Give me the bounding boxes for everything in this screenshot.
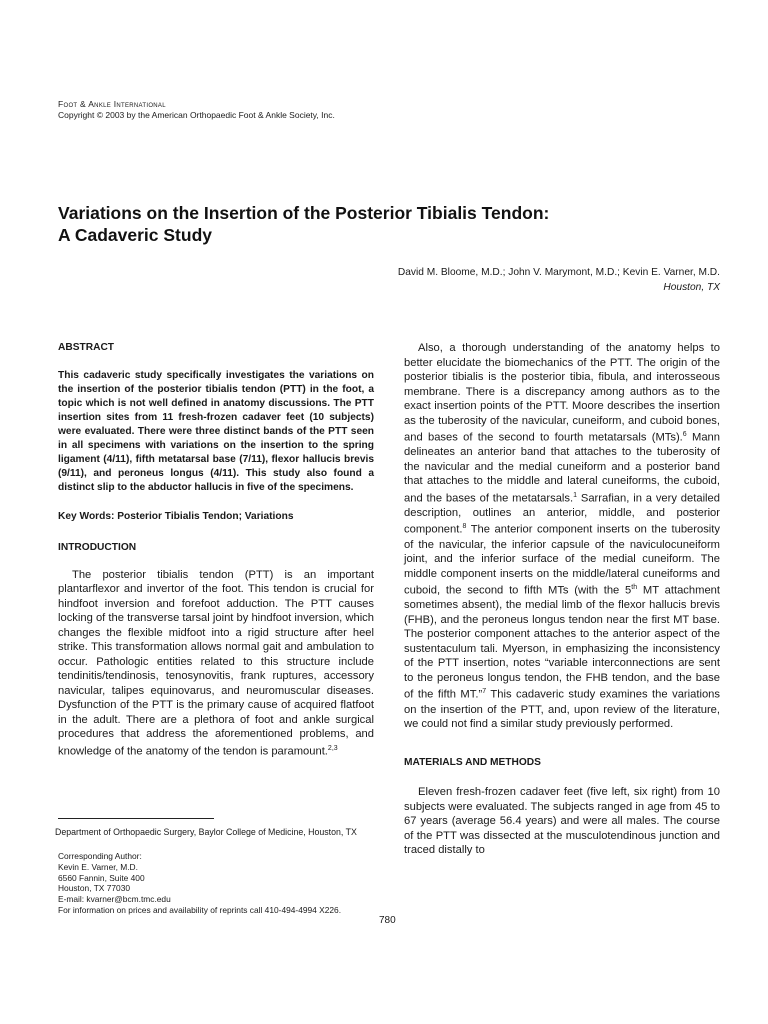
introduction-heading: INTRODUCTION bbox=[58, 542, 137, 553]
corr-email: E-mail: kvarner@bcm.tmc.edu bbox=[58, 894, 171, 905]
title-line-1: Variations on the Insertion of the Posterior Tibialis Tendon: bbox=[58, 203, 550, 223]
corr-reprints: For information on prices and availability of reprints call 410-494-4994 X226. bbox=[58, 904, 342, 915]
left-column bbox=[58, 341, 374, 759]
citation-ref: 1 bbox=[573, 491, 578, 499]
journal-name: Foot & Ankle International bbox=[58, 99, 166, 109]
author-location: Houston, TX bbox=[663, 282, 720, 293]
corr-label: Corresponding Author: bbox=[58, 851, 142, 861]
citation-ref: 7 bbox=[482, 688, 487, 696]
affiliation: Department of Orthopaedic Surgery, Baylor College of Medicine, Houston, TX bbox=[55, 827, 357, 837]
introduction-text: The posterior tibialis tendon (PTT) is an important plantarflexor and invertor of the foot. This tendon is crucial for hindfoot inversion and forefoot adduction. The PTT causes locking of the transverse tarsal joint by hindfoot inversion, which changes the flexible midfoot into a rigid structure after heel strike. This transformation allows normal gait and ambulation to occur. Pathologic entities related to this structure include tendinitis/tendinosis, tenosynovitis, frank ruptures, accessory navicular, talipes equinovarus, and neuromuscular diseases. Dysfunction of the PTT is the primary cause of acquired flatfoot in the adult. There are a plethora of foot and ankle surgical procedures that address the aforementioned problems, and knowledge of the anatomy of the tendon is paramount. bbox=[58, 568, 374, 758]
keywords: Key Words: Posterior Tibialis Tendon; Variations bbox=[58, 510, 294, 522]
methods-paragraph: Eleven fresh-frozen cadaver feet (five left, six right) from 10 subjects were evaluated. The subjects ranged in age from 45 to 67 years (average 56.4 years) and were all males. The course of the PTT was dissected at the musculotendinous junction and traced distally to bbox=[404, 786, 720, 857]
body-text: Mann delineates an anterior band that attaches to the tuberosity of the navicular and the medial cuneiform and a posterior band that attaches to the middle and lateral cuneiforms, the cuboid, and the bases of the metatarsals. bbox=[404, 431, 720, 505]
body-text: This cadaveric study examines the variations on the insertion of the PTT, and, upon review of the literature, we could not find a similar study previously performed. bbox=[404, 689, 720, 731]
corresponding-author-block bbox=[58, 851, 341, 916]
body-text: Sarrafian, in a very detailed description, outlines an anterior, middle, and posterior component. bbox=[404, 492, 720, 537]
introduction-paragraph bbox=[58, 568, 374, 759]
corr-name: Kevin E. Varner, M.D. bbox=[58, 861, 138, 872]
body-text: Also, a thorough understanding of the anatomy helps to better elucidate the biomechanics of the PTT. The origin of the posterior tibialis is the posterior tibia, fibula, and interosseous membrane. There is a discrepancy among authors as to the exact insertion points of the PTT. Moore describes the insertion as the tuberosity of the navicular, cuneiform, and cuboid bones, and bases of the second to fourth metatarsals (MTs). bbox=[404, 342, 720, 444]
copyright-line: Copyright © 2003 by the American Orthopaedic Foot & Ankle Society, Inc. bbox=[58, 110, 335, 120]
body-text: MT attachment sometimes absent), the medial limb of the flexor hallucis brevis (FHB), and the peroneus longus tendon near the first MT base. The posterior component attaches to the anterior aspect of the sustentaculum tali. Myerson, in emphasizing the inconsistency of the PTT insertion, notes “variable interconnections are sent to the peroneus longus tendon, the FHB tendon, and the base of the fifth MT.” bbox=[404, 584, 720, 702]
right-column-paragraph bbox=[404, 341, 720, 732]
citation-ref: 2,3 bbox=[327, 744, 338, 752]
title-line-2: A Cadaveric Study bbox=[58, 225, 212, 245]
abstract-text: This cadaveric study specifically investigates the variations on the insertion of the posterior tibialis tendon (PTT) in the foot, a topic which is not well defined in anatomy discussions. The PTT insertion sites from 11 fresh-frozen cadaver feet (10 subjects) were evaluated. There were three distinct bands of the PTT seen in all specimens with variations on the insertion to the spring ligament (4/11), fifth metatarsal base (7/11), flexor hallucis brevis (9/11), and peroneus longus (4/11). This study also found a distinct slip to the abductor hallucis in five of the specimens. bbox=[58, 369, 374, 493]
abstract-heading: ABSTRACT bbox=[58, 342, 115, 353]
author-list: David M. Bloome, M.D.; John V. Marymont, M.D.; Kevin E. Varner, M.D. bbox=[397, 267, 720, 278]
methods-heading: MATERIALS AND METHODS bbox=[404, 756, 541, 768]
citation-ref: 8 bbox=[462, 523, 467, 531]
corr-address-1: 6560 Fannin, Suite 400 bbox=[58, 872, 145, 883]
footnote-rule bbox=[58, 818, 214, 819]
citation-ref: 6 bbox=[682, 431, 687, 438]
article-title bbox=[58, 202, 658, 246]
superscript-th: th bbox=[631, 584, 638, 592]
page-number: 780 bbox=[379, 915, 396, 926]
corr-address-2: Houston, TX 77030 bbox=[58, 883, 131, 894]
body-text: The anterior component inserts on the tuberosity of the navicular, the inferior capsule of the naviculocuneiform joint, and the inferior surface of the medial cuneiform. The middle component inserts on the middle/lateral cuneiforms and cuboid, the second to fifth MTs (with the 5 bbox=[404, 524, 720, 597]
right-column bbox=[404, 341, 720, 858]
